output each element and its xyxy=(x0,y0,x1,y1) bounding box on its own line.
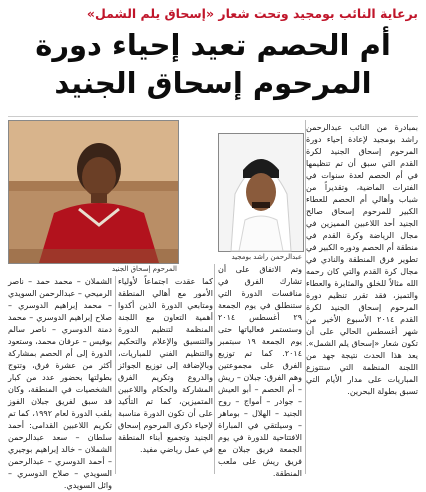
article-paragraph: الشملان – محمد حمد – ناصر الرميحي – عبدالرحمن السويدي – محمد إبراهيم الدوسري – صلاح إبراهيم الدوسري – محمد دمنة الدوسري – ناصر سالم بوقيس – عرفان محمد، وستعود الدورة إلى أم الحصم بمشاركة أكثر من عشرة فرق، وتتوج بطولتها بحضور عدد من كبار الشخصيات في المنطقة، وكان قد سبق لفريق جبلان الفوز بلقب الدورة لعام ١٩٩٢، كما تم تكريم اللاعبين القدامى: أحمد سلطان – سعد عبدالرحمن الشملان – خالد إبراهيم بوجيري – أحمد الدوسري – عبدالرحمن السويدي – صلاح الدوسري – وائل السويدي. xyxy=(8,277,112,490)
player-photo-caption: المرحوم إسحاق الجنيد xyxy=(111,265,177,273)
column-divider xyxy=(214,264,215,474)
player-photo-image xyxy=(9,121,178,263)
headline-line-2: المرحوم إسحاق الجنيد xyxy=(54,66,372,100)
mp-photo xyxy=(218,133,304,252)
headline-rule xyxy=(8,116,418,117)
article-column-3 xyxy=(118,276,213,474)
article-paragraph: وتم الاتفاق على أن تشارك الفرق في منافسات الدورة التي ستنطلق في يوم الجمعة ٢٩ أغسطس ٢٠١٤ وستستمر فعالياتها حتى يوم الجمعة ١٩ سبتمبر ٢٠١٤. كما تم توزيع الفرق على مجموعتين وهم الفرق: جبلان – ريش – أم الحصم – أبو العيش – جوادر – أمواج – روح الجنيد – الهلال – بوماهر – وسيلتقي في المباراة الافتتاحية للدورة في يوم الجمعة فريق جبلان مع فريق ريش على ملعب المنطقة. xyxy=(218,265,302,478)
player-photo xyxy=(8,120,179,264)
article-paragraph: كما عقدت اجتماعاً لأولياء الأمور مع أهالي المنطقة ومتابعي الدورة الذين أكدوا أهمية التعاون مع اللجنة المنظمة لتنظيم الدورة والتنسيق والإعلام والتحكيم والتنظيم الفني للمباريات، وبالإضافة إلى توزيع الجوائز والدروع وتكريم الفرق المشاركة والحكام واللاعبين المتميزين، كما تم التأكيد على أن تكون الدورة مناسبة لإحياء ذكرى المرحوم إسحاق الجنيد وتجميع أبناء المنطقة في عمل رياضي مفيد. xyxy=(118,277,213,454)
article-headline xyxy=(8,26,418,102)
mp-photo-image xyxy=(219,134,303,251)
column-divider xyxy=(115,276,116,474)
article-column-1 xyxy=(306,122,418,474)
article-column-2 xyxy=(218,264,302,478)
headline-line-1: أم الحصم تعيد إحياء دورة xyxy=(35,28,391,62)
article-paragraph: بمبادرة من النائب عبدالرحمن راشد بومجيد لإعادة إحياء دورة المرحوم إسحاق الجنيد لكرة القدم التي سبق أن تم تنظيمها في أم الحصم لعدة سنوات في الفترات الماضية، وتقديراً من شباب وأهالي أم الحصم للعطاء الكبير للمرحوم إسحاق صالح الجنيد أحد اللاعبين المميزين في مجال الرياضة وكرة القدم في منطقة أم الحصم ودوره الكبير في تطوير فرق المنطقة والنادي في مجال كرة القدم والتي كان رحمه الله مثالاً للخلق والمثابرة والعطاء والتميز، فقد تقرر تنظيم دورة المرحوم إسحاق الجنيد لكرة القدم ٢٠١٤ الأسبوع الأخير من شهر أغسطس الحالي على أن تكون شعار «إسحاق يلم الشمل». يعد هذا الحدث نتيجة جهد من اللجنة المنظمة التي ستتوزع المباريات على مدار الأيام التي تسبق بطولة البحرين. xyxy=(306,123,419,396)
mp-photo-caption: عبدالرحمن راشد بومجيد xyxy=(231,253,302,261)
article-kicker: برعاية النائب بومجيد وتحت شعار «إسحاق يلم الشمل» xyxy=(86,6,418,21)
article-column-4 xyxy=(8,276,112,490)
